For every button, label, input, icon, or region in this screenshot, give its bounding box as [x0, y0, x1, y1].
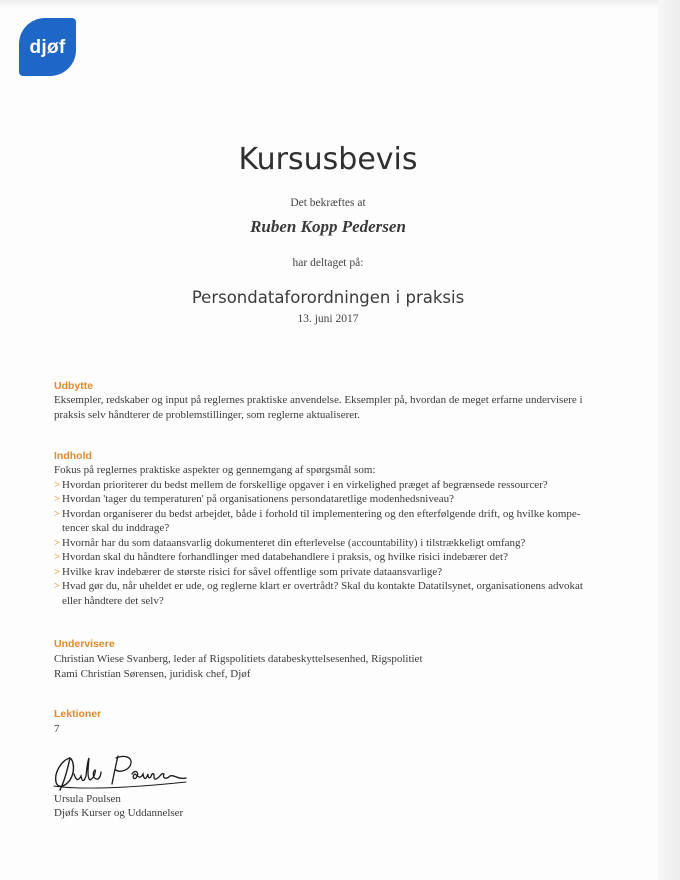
instructor-line: Rami Christian Sørensen, juridisk chef, Djøf — [54, 667, 251, 680]
list-item — [54, 579, 606, 608]
lektioner-value: 7 — [54, 723, 60, 735]
scan-edge-right — [658, 0, 680, 880]
list-item-text: Hvilke krav indebærer de største risici for såvel offentlige som private dataansvarlige? — [62, 565, 443, 578]
course-title: Persondataforordningen i praksis — [191, 288, 465, 307]
bullet-marker: > — [54, 565, 61, 578]
bullet-marker: > — [54, 493, 61, 505]
scan-edge-top — [0, 0, 680, 8]
instructor-line: Christian Wiese Svanberg, leder af Rigspolitiets databeskyttelsesenhed, Rigspolitiet — [54, 653, 423, 665]
bullet-marker: > — [54, 507, 61, 520]
bullet-marker: > — [54, 580, 61, 592]
udbytte-line: Eksempler, redskaber og input på reglernes praktiske anvendelse. Eksempler på, hvordan de meget erfarne undervisere i — [54, 394, 583, 406]
undervisere-heading: Undervisere — [54, 638, 115, 650]
list-item-text: Hvordan prioriterer du bedst mellem de forskellige opgaver i en virkelighed præget af begrænsede ressourcer? — [62, 478, 548, 491]
attended-text: har deltaget på: — [292, 257, 364, 269]
course-date: 13. juni 2017 — [297, 313, 359, 325]
list-item-text: Hvordan organiserer du bedst arbejdet, både i forhold til implementering og den efterfølgende drift, og hvilke kompe- — [62, 507, 581, 520]
signatory-name: Ursula Poulsen — [54, 793, 121, 805]
indhold-list — [54, 478, 606, 609]
list-item — [54, 478, 606, 493]
bullet-marker: > — [54, 536, 61, 549]
list-item-text: Hvad gør du, når uheldet er ude, og reglerne klart er overtrådt? Skal du kontakte Datatilsynet, organisationens advokat — [62, 580, 583, 592]
list-item — [54, 536, 606, 551]
djof-logo — [19, 18, 76, 76]
confirm-text: Det bekræftes at — [290, 197, 366, 209]
lektioner-heading: Lektioner — [54, 708, 102, 720]
indhold-content — [54, 463, 606, 608]
bullet-marker: > — [54, 478, 61, 491]
list-item-text: Hvordan 'tager du temperaturen' på organisationens persondataretlige modenhedsniveau? — [62, 493, 454, 505]
list-item — [54, 507, 606, 536]
undervisere-list — [54, 652, 606, 681]
list-item-text: tencer skal du inddrage? — [62, 522, 170, 534]
list-item — [54, 565, 606, 580]
indhold-heading: Indhold — [54, 450, 92, 462]
certificate-title: Kursusbevis — [238, 142, 418, 177]
list-item — [54, 492, 606, 507]
indhold-intro: Fokus på reglernes praktiske aspekter og gennemgang af spørgsmål som: — [54, 464, 376, 476]
list-item — [54, 550, 606, 565]
logo-text: djøf — [29, 37, 66, 58]
handwritten-signature — [40, 752, 190, 794]
signatory-organization: Djøfs Kurser og Uddannelser — [54, 807, 184, 819]
list-item-text: eller håndtere det selv? — [62, 594, 164, 607]
list-item-text: Hvornår har du som dataansvarlig dokumenteret din efterlevelse (accountability) i tilstrækkeligt omfang? — [62, 536, 526, 549]
bullet-marker: > — [54, 551, 61, 563]
recipient-name: Ruben Kopp Pedersen — [250, 217, 406, 236]
udbytte-heading: Udbytte — [54, 380, 94, 392]
udbytte-text — [54, 393, 606, 422]
udbytte-line: praksis selv håndterer de problemstillinger, som reglerne aktualiserer. — [54, 408, 360, 421]
list-item-text: Hvordan skal du håndtere forhandlinger med databehandlere i praksis, og hvilke risici indebærer det? — [62, 551, 508, 563]
